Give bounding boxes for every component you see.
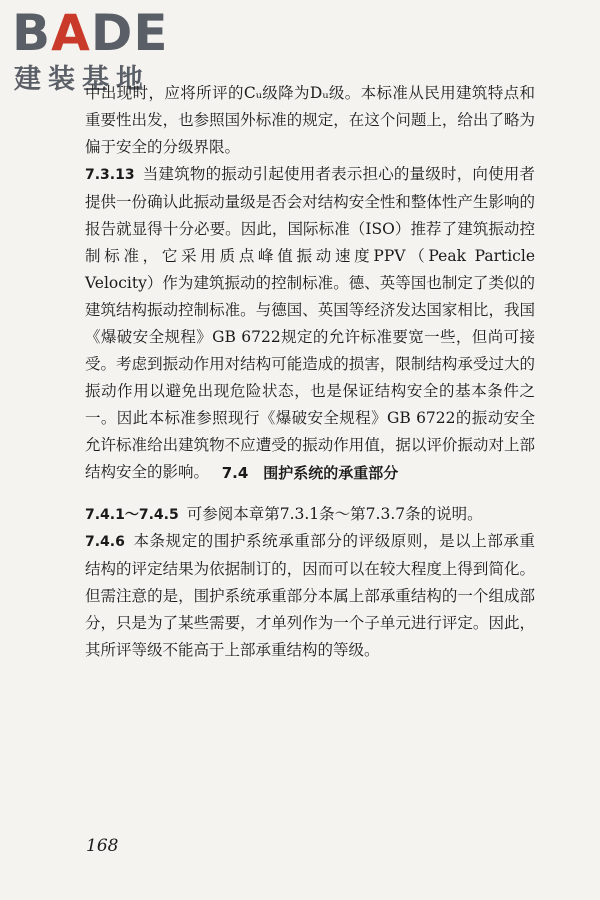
logo-wordmark [12, 4, 169, 62]
page-number: 168 [86, 836, 119, 856]
logo-letter-b: B [12, 4, 52, 62]
clause-7-3-13 [85, 161, 535, 486]
clause-text: 本条规定的围护系统承重部分的评级原则，是以上部承重结构的评定结果为依据制订的，因而可以在较大程度上得到简化。但需注意的是，围护系统承重部分本属上部承重结构的一个组成部分，只是为了某些需要，才单列作为一个子单元进行评定。因此，其所评等级不能高于上部承重结构的等级。 [85, 532, 535, 659]
logo-subtitle: 建装基地 [14, 64, 150, 95]
clause-7-4-6-paragraph [85, 528, 535, 664]
intro-paragraph: 中出现时，应将所评的Cᵤ级降为Dᵤ级。本标准从民用建筑特点和重要性出发，也参照国外标准的规定，在这个问题上，给出了略为偏于安全的分级界限。 [85, 84, 535, 156]
intro-paragraph-block [85, 80, 535, 161]
clause-7-4-1-paragraph [85, 501, 535, 529]
logo-letter-a: A [51, 4, 91, 62]
clause-number: 7.4.1～7.4.5 [85, 507, 179, 523]
clause-number: 7.3.13 [85, 167, 135, 183]
clause-number: 7.4.6 [85, 534, 125, 550]
clause-7-4-6 [85, 528, 535, 664]
clause-text: 可参阅本章第7.3.1条～第7.3.7条的说明。 [186, 505, 483, 523]
clause-7-4-1-to-7-4-5 [85, 501, 535, 529]
clause-text: 当建筑物的振动引起使用者表示担心的量级时，向使用者提供一份确认此振动量级是否会对结构安全性和整体性产生影响的报告就显得十分必要。因此，国际标准（ISO）推荐了建筑振动控制标准，它采用质点峰值振动速度PPV（Peak Particle Velocity）作为建筑振动的控制标准。德、英等国也制定了类似的建筑结构振动控制标准。与德国、英国等经济发达国家相比，我国《爆破安全规程》GB 6722规定的允许标准要宽一些，但尚可接受。考虑到振动作用对结构可能造成的损害，限制结构承受过大的振动作用以避免出现危险状态，也是保证结构安全的基本条件之一。因此本标准参照现行《爆破安全规程》GB 6722的振动安全允许标准给出建筑物不应遭受的振动作用值，据以评价振动对上部结构安全的影响。 [85, 165, 535, 481]
logo-letters-de: DE [90, 4, 169, 62]
clause-7-3-13-paragraph [85, 161, 535, 486]
section-heading: 7.4 围护系统的承重部分 [221, 464, 399, 482]
